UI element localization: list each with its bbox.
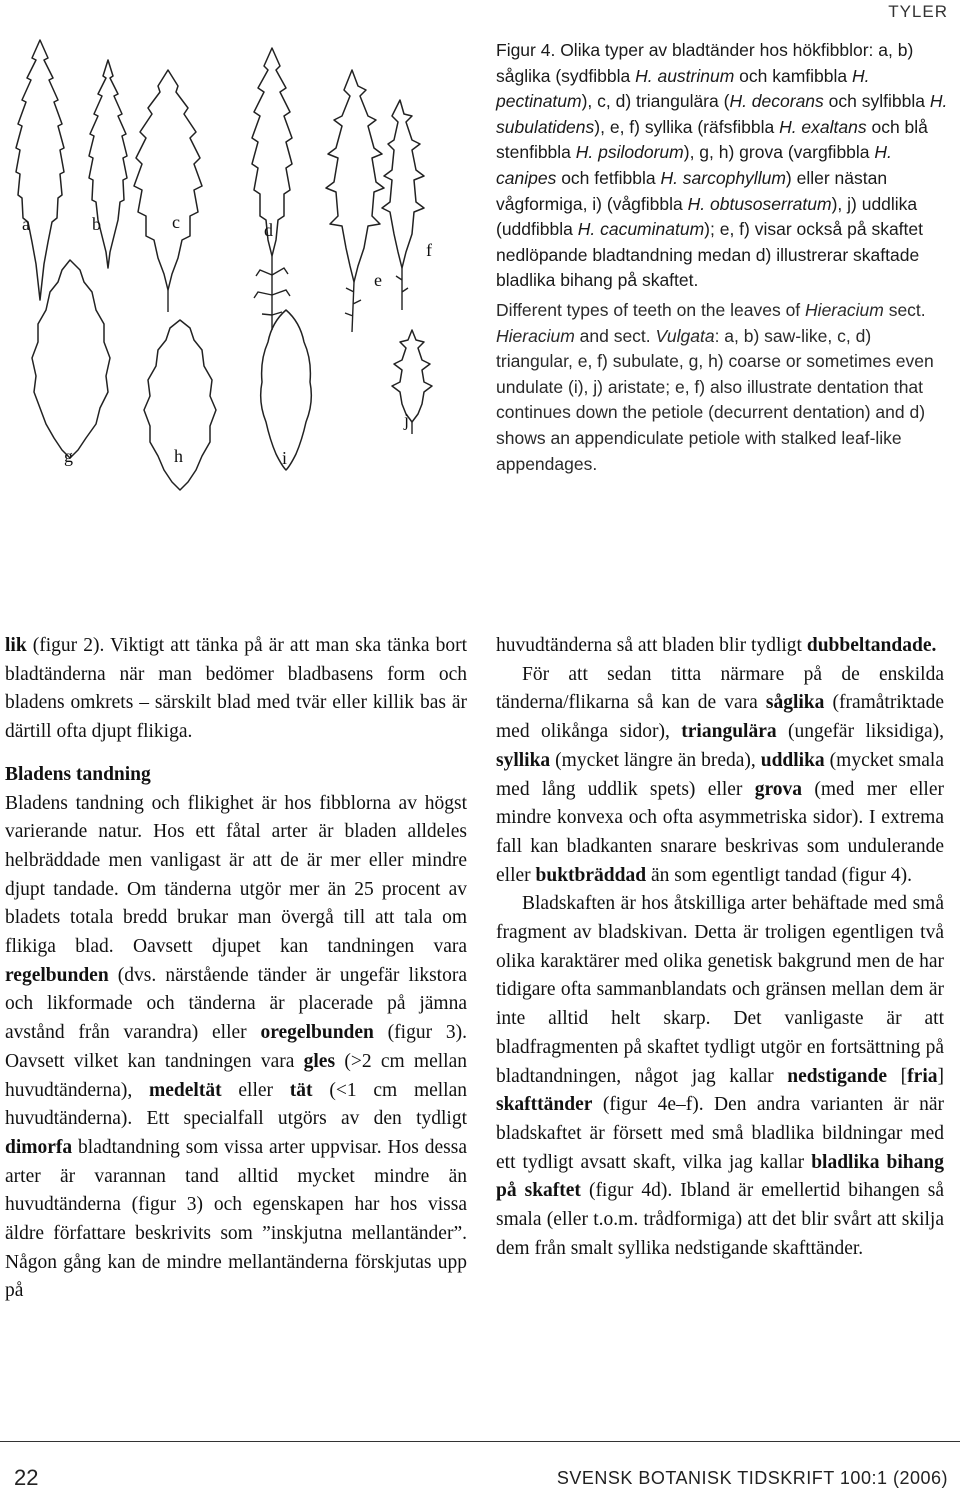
figure-label-f: f [426,240,432,260]
text-run: (mycket längre än breda), [550,749,761,771]
text-run: Figur 4. Olika typer av bladtänder hos hökfibblor: a, b) såglika (sydfibbla [496,40,914,86]
figure-label-b: b [92,214,101,234]
body-column-left [5,632,467,1306]
text-run: och fetfibbla [556,167,661,188]
section-heading [5,761,467,790]
bold-term: nedstigande [787,1065,887,1087]
italic-species-name: H. sarcophyllum [660,167,786,188]
text-run: (med mer eller mindre konvexa och ofta asymmetriska sidor). I extrema fall kan bladkanten snarare beskrivas som undulerande eller [496,778,944,886]
bold-term: grova [754,778,803,800]
text-run: : a, b) saw-like, c, d) triangular, e, f) subulate, g, h) coarse or sometimes even undulate (i), j) aristate; e, f) also illustrate dentation that continues down the petiole (decurrent dentation) and d) shows an appendiculate petiole with stalked leaf-like appendages. [496,325,934,474]
text-run: (mycket smala med lång uddlik spets) eller [496,749,944,800]
figure-label-g: g [64,446,73,466]
figure-label-a: a [22,214,30,234]
text-run: ) eller nästan vågformiga, i) (vågfibbla [496,167,888,214]
bold-term: bladlika bihang på skaftet [496,1151,944,1202]
leaf-g [32,260,110,458]
bold-term: uddlika [760,749,825,771]
figure-label-h: h [174,446,183,466]
italic-species-name: H. exaltans [779,116,867,137]
text-run: (figur 4d). Ibland är emellertid bihangen så smala (eller t.o.m. trådformiga) att det blir svårt att skilja dem från smalt syllika nedstigande skafttänder. [496,1180,944,1259]
bold-term: triangulära [681,721,777,743]
body-paragraph [5,632,467,747]
text-run: än som egentligt tandad (figur 4). [646,864,912,886]
text-run: (figur 2). Viktigt att tänka på är att man ska tänka bort bladtänderna när man bedömer bladbasens form och bladens omkrets – särskilt blad med tvär eller killik bas är därtill ofta djupt flikiga. [5,635,467,743]
leaf-j [392,330,432,422]
italic-species-name: H. decorans [729,91,824,112]
text-run: ), c, d) triangulära ( [581,91,730,112]
italic-species-name: H. cacuminatum [577,219,705,240]
bold-term: oregelbunden [260,1022,374,1044]
figure-label-c: c [172,212,180,232]
text-run: För att sedan titta närmare på de enskilda tänderna/flikarna så kan de vara [496,663,944,714]
italic-species-name: Hieracium [496,325,575,346]
text-run: bladtandning som vissa arter uppvisar. Hos dessa arter är varannan tand alltid mycket mindre än huvudtänderna (figur 3) och egenskapen har hos vissa äldre författare beskrivits som ”inskjutna mellantänder”. Någon gång kan de mindre mellantänderna förskjutas upp på [5,1136,467,1302]
italic-species-name: H. psilodorum [575,142,684,163]
figure-label-i: i [282,448,288,468]
bold-term: dimorfa [5,1136,73,1158]
body-paragraph [496,890,944,1263]
bold-term: medeltät [149,1079,222,1101]
leaf-b [89,60,127,268]
figure-label-j: j [404,410,410,430]
text-run: ), g, h) grova (vargfibbla [683,142,875,163]
body-paragraph [496,661,944,891]
bold-term: gles [303,1050,336,1072]
text-run: sect. [883,299,926,320]
text-run: och sylfibbla [823,91,930,112]
figure-label-d: d [264,220,273,240]
body-paragraph [496,632,944,661]
text-run: Bladskaften är hos åtskilliga arter behäftade med små fragment av bladskivan. Detta är troligen egentligen två olika karaktärer med olika genetisk bakgrund men de har tidigare ofta sammanblandats och gränsen mellan dem är inte alltid helt skarp. Det vanligaste är att bladfragmenten på skaftet tydligt utgör en fortsättning på bladtandningen, något jag kallar [496,893,944,1087]
text-run: Bladens tandning och flikighet är hos fibblorna av högst varierande natur. Hos ett fåtal arter är bladen alldeles helbräddade men vanligast är att de är mer eller mindre djupt tandade. Om tänderna utgör mer än 25 procent av bladets totala bredd brukar man övergå till att tala om flikiga blad. Oavsett djupet kan tandningen vara [5,792,467,958]
text-run: (figur 3). Oavsett vilket kan tandningen vara [5,1022,467,1072]
text-run: (>2 cm mellan huvudtänderna), [5,1050,467,1101]
figure-4-leaf-illustrations [0,30,480,550]
leaf-c [134,70,202,290]
italic-species-name: H. subulatidens [496,91,948,137]
text-run: ] [937,1065,944,1087]
bold-term: buktbräddad [535,864,647,886]
text-run: [ [887,1065,908,1087]
italic-species-name: H. obtusoserratum [687,193,832,214]
text-run: (ungefär liksidiga), [776,721,944,743]
bold-term: lik [5,635,27,656]
italic-species-name: H. austrinum [635,65,735,86]
figure-caption [496,38,951,477]
bold-term: tät [289,1079,313,1101]
journal-citation: SVENSK BOTANISK TIDSKRIFT 100:1 (2006) [556,1468,948,1488]
bold-term: skafttänder [496,1094,593,1116]
body-column-right [496,632,944,1263]
text-run: ), j) uddlika (uddfibbla [496,193,918,240]
text-run: och kamfibbla [734,65,853,86]
leaf-f [382,100,424,268]
leaf-i [261,310,312,470]
caption-english [496,298,951,477]
caption-swedish [496,38,951,294]
section-header: TYLER [888,2,948,21]
text-run: eller [221,1079,290,1101]
bold-term: syllika [496,749,551,771]
text-run: (dvs. närstående tänder är ungefär likstora och likformade och tänderna är placerade på jämna avstånd från varandra) eller [5,964,467,1044]
text-run: och blå stenfibbla [496,116,928,163]
body-paragraph [5,790,467,1307]
text-run: Bladens tandning [5,763,151,785]
text-run: Different types of teeth on the leaves of [496,299,806,320]
leaf-a [16,40,64,300]
italic-species-name: Vulgata [655,325,715,346]
text-run: ), e, f) syllika (räfsfibbla [594,116,780,137]
leaf-e [326,70,384,282]
figure-label-e: e [374,270,382,290]
bold-term: dubbeltandade. [806,635,937,656]
bold-term: fria [907,1065,938,1087]
text-run: huvudtänderna så att bladen blir tydligt [496,635,807,656]
page-number: 22 [14,1465,39,1490]
text-run: (framåtriktade med olikånga sidor), [496,692,944,743]
text-run: (figur 4e–f). Den andra varianten är när bladskaftet är försett med små bladlika bildningar med ett tydligt avsatt skaft, vilka jag kallar [496,1094,944,1173]
italic-species-name: H. pectinatum [496,65,870,112]
text-run: (<1 cm mellan huvudtänderna). Ett specialfall utgörs av den tydligt [5,1079,468,1130]
italic-species-name: Hieracium [805,299,884,320]
bold-term: såglika [765,692,825,714]
footer-divider [0,1441,960,1442]
text-run: and sect. [574,325,656,346]
italic-species-name: H. canipes [496,142,892,188]
text-run: ); e, f) visar också på skaftet nedlöpande bladtandning medan d) illustrerar skaftade bladlika bihang på skaftet. [496,219,923,291]
bold-term: regelbunden [5,964,109,986]
